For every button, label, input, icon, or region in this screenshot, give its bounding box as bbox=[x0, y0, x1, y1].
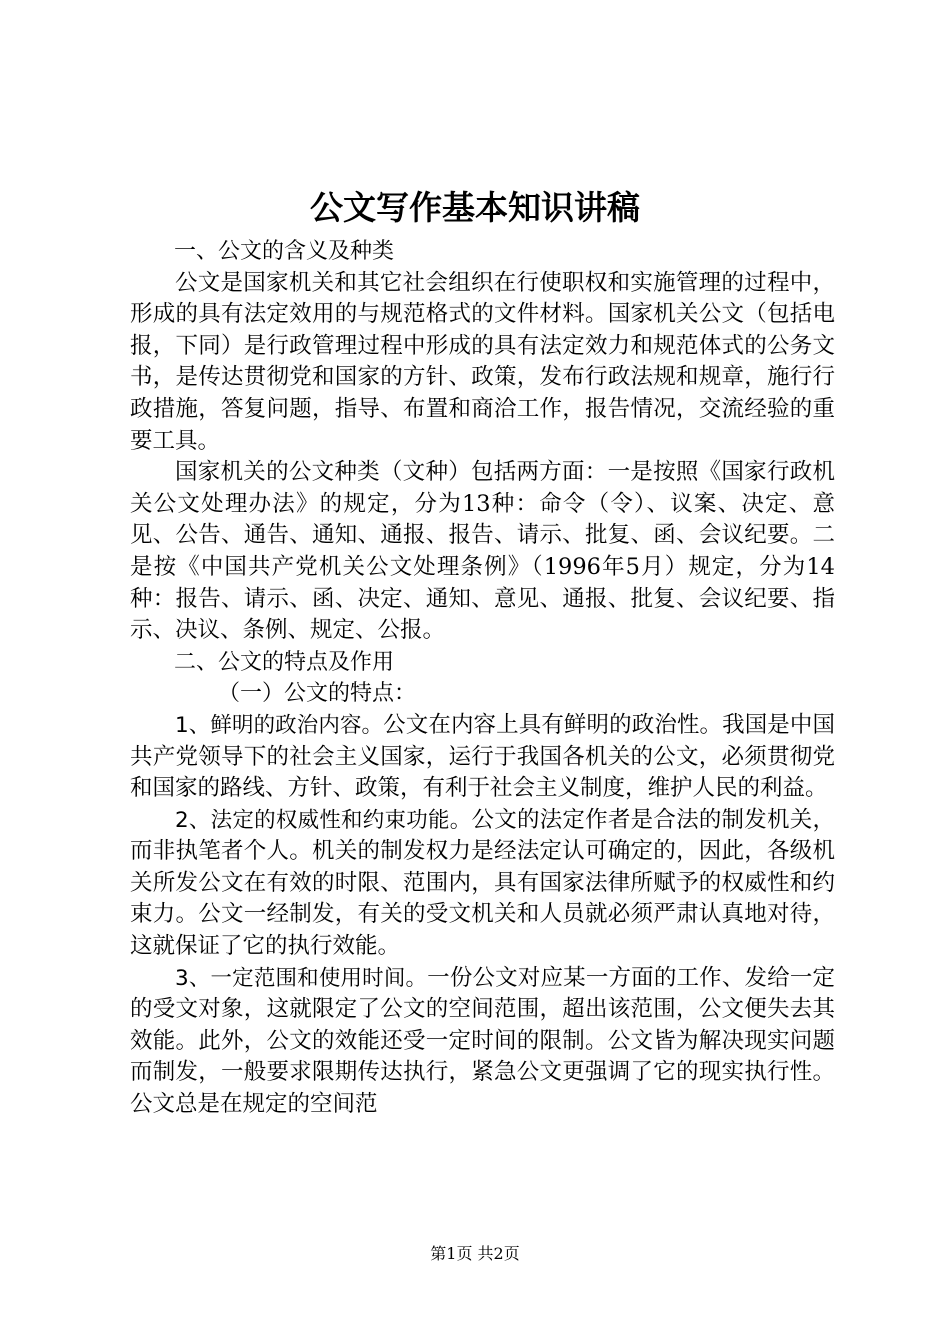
paragraph-point-2 bbox=[130, 805, 835, 963]
paragraph-point-1 bbox=[130, 710, 835, 805]
point-2-text: 公文的法定作者是合法的制发机关，而非执笔者个人。机关的制发权力是经法定认可确定的，因此，各级机关所发公文在有效的时限、范围内，具有国家法律所赋予的权威性和约束力。公文一经制发，有关的受文机关和人员就必须严肃认真地对待，这就保证了它的执行效能。 bbox=[130, 806, 835, 960]
document-body bbox=[130, 236, 835, 1121]
point-2-lead: 2、法定的权威性和约束功能。 bbox=[175, 807, 472, 833]
point-3-lead: 3、一定范围和使用时间。 bbox=[175, 965, 428, 991]
document-title: 公文写作基本知识讲稿 bbox=[310, 188, 640, 227]
section-heading-1: 一、公文的含义及种类 bbox=[174, 239, 395, 264]
point-1-lead: 1、鲜明的政治内容。 bbox=[175, 712, 384, 738]
paragraph-point-3 bbox=[130, 963, 835, 1121]
section-heading-2: 二、公文的特点及作用 bbox=[174, 649, 395, 675]
sub-heading-features: （一）公文的特点： bbox=[218, 681, 417, 707]
paragraph-definition: 公文是国家机关和其它社会组织在行使职权和实施管理的过程中，形成的具有法定效用的与规范格式的文件材料。国家机关公文（包括电报，下同）是行政管理过程中形成的具有法定效力和规范体式的公务文书，是传达贯彻党和国家的方针、政策，发布行政法规和规章，施行行政措施，答复问题，指导、布置和商洽工作，报告情况，交流经验的重要工具。 bbox=[130, 269, 835, 454]
point-3-text: 一份公文对应某一方面的工作、发给一定的受文对象，这就限定了公文的空间范围，超出该范围，公文便失去其效能。此外，公文的效能还受一定时间的限制。公文皆为解决现实问题而制发，一般要求限期传达执行，紧急公文更强调了它的现实执行性。公文总是在规定的空间范 bbox=[130, 964, 835, 1118]
point-1-text: 公文在内容上具有鲜明的政治性。我国是中国共产党领导下的社会主义国家，运行于我国各机关的公文，必须贯彻党和国家的路线、方针、政策，有利于社会主义制度，维护人民的利益。 bbox=[130, 711, 835, 802]
page-footer: 第1页 共2页 bbox=[430, 1244, 520, 1263]
paragraph-types: 国家机关的公文种类（文种）包括两方面：一是按照《国家行政机关公文处理办法》的规定，分为13种：命令（令）、议案、决定、意见、公告、通告、通知、通报、报告、请示、批复、函、会议纪要。二是按《中国共产党机关公文处理条例》（1996年5月）规定，分为14种：报告、请示、函、决定、通知、意见、通报、批复、会议纪要、指示、决议、条例、规定、公报。 bbox=[130, 459, 835, 644]
